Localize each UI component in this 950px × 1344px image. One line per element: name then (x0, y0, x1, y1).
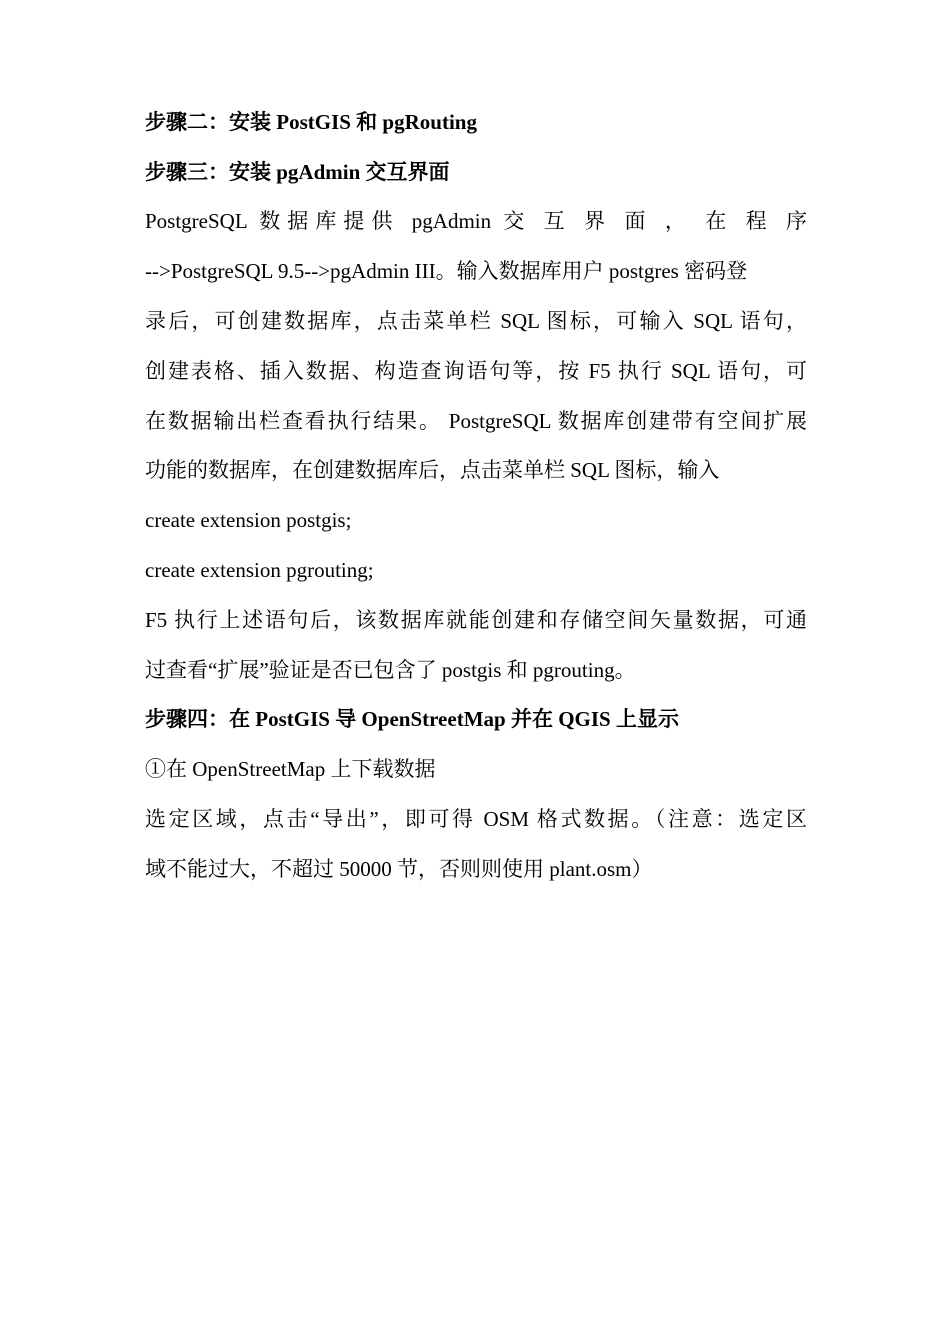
paragraph-line: 过查看“扩展”验证是否已包含了 postgis 和 pgrouting。 (145, 658, 636, 682)
paragraph-line: 功能的数据库，在创建数据库后，点击菜单栏 SQL 图标，输入 (145, 458, 720, 482)
heading-step-3: 步骤三：安装 pgAdmin 交互界面 (145, 160, 450, 184)
paragraph-line: 创建表格、插入数据、构造查询语句等，按 F5 执行 SQL 语句，可 (145, 359, 807, 383)
paragraph-line: 录后，可创建数据库，点击菜单栏 SQL 图标，可输入 SQL 语句， (145, 309, 807, 333)
code-line: create extension postgis; (145, 508, 352, 532)
heading-step-4: 步骤四：在 PostGIS 导 OpenStreetMap 并在 QGIS 上显示 (145, 707, 679, 731)
paragraph-line: 域不能过大，不超过 50000 节，否则则使用 plant.osm） (145, 857, 653, 881)
paragraph-line: PostgreSQL 数据库提供 pgAdmin 交 互 界 面 ， 在 程 序 (145, 209, 807, 233)
paragraph-line: -->PostgreSQL 9.5-->pgAdmin III。输入数据库用户 postgres 密码登 (145, 259, 748, 283)
heading-step-2: 步骤二：安装 PostGIS 和 pgRouting (145, 110, 477, 134)
sub-step-heading: ①在 OpenStreetMap 上下载数据 (145, 757, 436, 781)
code-line: create extension pgrouting; (145, 558, 374, 582)
paragraph-line: 选定区域，点击“导出”，即可得 OSM 格式数据。（注意：选定区 (145, 807, 807, 831)
paragraph-line: 在数据输出栏查看执行结果。 PostgreSQL 数据库创建带有空间扩展 (145, 409, 807, 433)
paragraph-line: F5 执行上述语句后，该数据库就能创建和存储空间矢量数据，可通 (145, 608, 807, 632)
